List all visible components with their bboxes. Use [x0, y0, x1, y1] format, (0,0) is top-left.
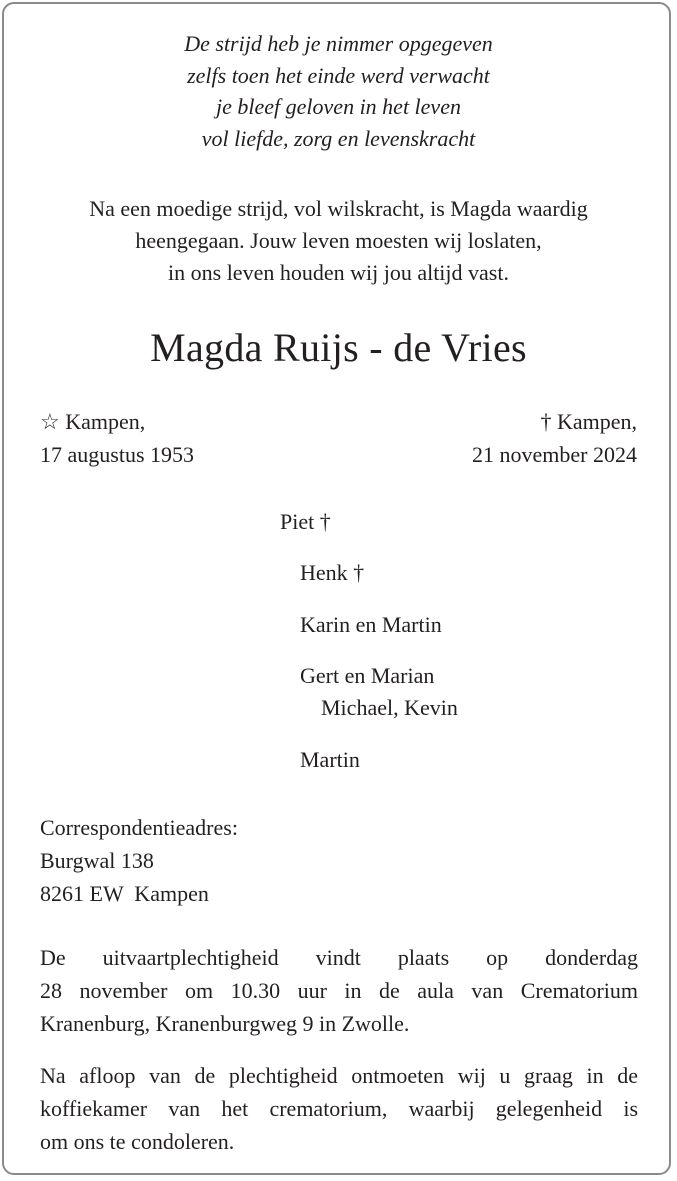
- death-place: Kampen,: [556, 409, 637, 434]
- death-info: [472, 405, 637, 471]
- intro-line: Na een moedige strijd, vol wilskracht, is Magda waardig: [89, 196, 588, 221]
- family-child: Martin: [300, 747, 360, 772]
- death-date: 21 november 2024: [472, 442, 637, 467]
- funeral-paragraph: [40, 941, 638, 1040]
- condolence-line: koffiekamer van het crematorium, waarbij gelegenheid is: [40, 1096, 638, 1121]
- poem: [0, 28, 677, 154]
- death-line: [472, 405, 637, 438]
- family-child: Henk †: [300, 560, 365, 585]
- condolence-line: om ons te condoleren.: [40, 1129, 235, 1154]
- correspondence-postal-city: 8261 EW Kampen: [40, 881, 209, 906]
- family-child: Gert en Marian: [300, 663, 435, 688]
- poem-line: je bleef geloven in het leven: [216, 94, 461, 119]
- family-spouse: Piet †: [280, 509, 331, 534]
- correspondence-label: Correspondentieadres:: [40, 815, 238, 840]
- poem-line: vol liefde, zorg en levenskracht: [201, 125, 476, 151]
- birth-info: [40, 405, 194, 471]
- condolence-paragraph: [40, 1059, 638, 1158]
- funeral-line: Kranenburg, Kranenburgweg 9 in Zwolle.: [40, 1011, 410, 1036]
- cross-icon: †: [540, 409, 552, 434]
- poem-line: zelfs toen het einde werd verwacht: [187, 62, 490, 88]
- intro-line: heengegaan. Jouw leven moesten wij loslaten,: [135, 228, 542, 253]
- family-grandchildren: Michael, Kevin: [321, 695, 458, 720]
- funeral-line: 28 november om 10.30 uur in de aula van Crematorium: [40, 978, 638, 1003]
- birth-line: [40, 405, 194, 438]
- correspondence-street: Burgwal 138: [40, 848, 154, 873]
- poem-line: De strijd heb je nimmer opgegeven: [184, 31, 493, 56]
- deceased-name: Magda Ruijs - de Vries: [150, 325, 527, 370]
- star-icon: ☆: [40, 409, 60, 434]
- intro-text: [0, 193, 677, 289]
- funeral-line: De uitvaartplechtigheid vindt plaats op donderdag: [40, 945, 638, 970]
- correspondence-address: [40, 811, 238, 910]
- intro-line: in ons leven houden wij jou altijd vast.: [168, 260, 509, 285]
- birth-place: Kampen,: [65, 409, 146, 434]
- birth-date: 17 augustus 1953: [40, 442, 194, 467]
- family-child: Karin en Martin: [300, 612, 442, 637]
- condolence-line: Na afloop van de plechtigheid ontmoeten wij u graag in de: [40, 1063, 638, 1088]
